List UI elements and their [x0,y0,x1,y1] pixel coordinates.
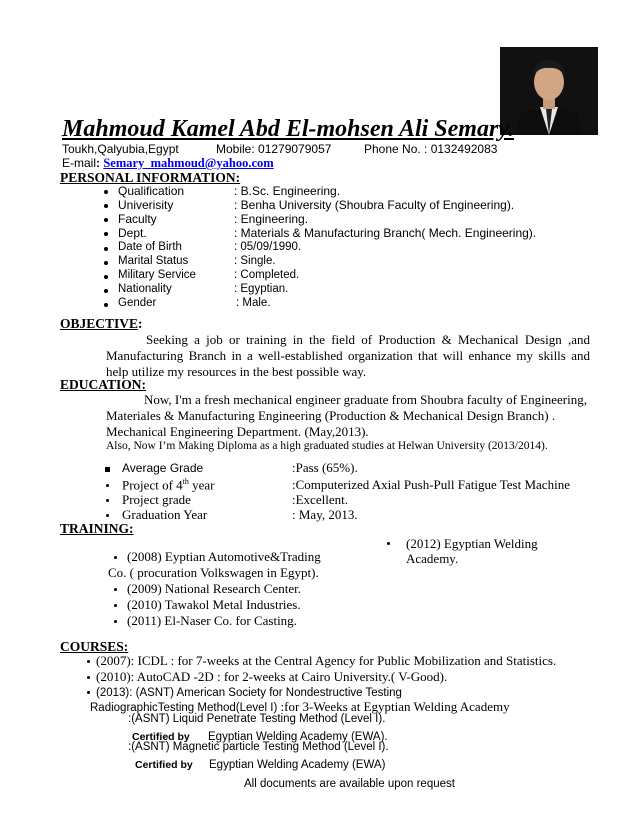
item-value: : B.Sc. Engineering. [234,184,341,198]
objective-text: Seeking a job or training in the field of Production & Mechanical Design ,and Manufacturing Branch in a well-established organization that will enhance my skills and help utilize my resources in the best possible way. [106,332,590,379]
education-line-4: Also, Now I’m Making Diploma as a high graduated studies at Helwan University (2013/2014). [106,440,548,452]
item-label [122,477,215,493]
list-item: (2011) El-Naser Co. for Casting. [127,613,297,628]
item-value: : May, 2013. [292,507,358,522]
bullet-icon [87,691,90,694]
bullet-icon [104,261,108,265]
bullet-icon [114,556,117,559]
item-value: :Excellent. [292,492,348,507]
bullet-icon [104,190,108,194]
item-value: : Completed. [234,269,300,281]
item-value: :Computerized Axial Push-Pull Fatigue Test Machine [292,477,570,492]
bullet-icon [114,588,117,591]
item-label: Faculty [118,212,157,226]
course-text: RadiographicTesting Method(Level I) [90,702,281,714]
address: Toukh,Qalyubia,Egypt [62,142,179,156]
item-value: : Materials & Manufacturing Branch( Mech. Engineering). [234,226,537,240]
item-label: Graduation Year [122,507,208,522]
certified-label: Certified by [132,731,190,743]
item-value: : Single. [234,255,276,267]
list-item: (2009) National Research Center. [127,581,301,596]
profile-photo [500,47,598,135]
bullet-icon [104,247,108,251]
certification-line [135,755,385,773]
email-line [62,156,274,171]
item-value: : 05/09/1990. [234,241,302,253]
item-label: Univerisity [118,198,174,212]
bullet-icon [104,218,108,222]
list-item-continuation: :(ASNT) Magnetic particle Testing Method (Level I). [128,741,389,753]
email-separator: : [96,156,104,170]
item-value: : Benha University (Shoubra Faculty of Engineering). [234,198,515,212]
bullet-icon [114,604,117,607]
candidate-name: Mahmoud Kamel Abd El-mohsen Ali Semary. [62,116,515,142]
item-value: : Male. [236,297,271,309]
item-value: : Egyptian. [234,283,289,295]
footer-note: All documents are available upon request [244,778,455,790]
bullet-icon [87,660,90,663]
bullet-icon [104,232,108,236]
list-item-continuation: Co. ( procuration Volkswagen in Egypt). [108,565,319,580]
item-label: Nationality [118,283,172,295]
square-bullet-icon [105,467,110,472]
item-value: : Engineering. [234,212,309,226]
email-label: E-mail [62,156,97,170]
bullet-icon [106,514,109,517]
certified-label: Certified by [135,759,193,771]
item-label: Date of Birth [118,241,182,253]
courses-heading: COURSES: [60,639,129,654]
objective-heading-text: OBJECTIVE [60,316,139,331]
item-label: Qualification [118,184,185,198]
bullet-icon [114,620,117,623]
list-item: (2008) Eyptian Automotive&Trading [127,549,321,564]
list-item: (2012) Egyptian Welding [406,536,538,551]
item-label: Average Grade [122,461,204,475]
list-item: (2010): AutoCAD -2D : for 2-weeks at Cairo University.( V-Good). [96,669,448,684]
person-portrait-icon [500,47,598,135]
item-value: :Pass (65%). [292,460,358,475]
superscript: th [182,477,189,486]
personal-info-heading: PERSONAL INFORMATION: [60,170,241,185]
bullet-icon [104,303,108,307]
phone-number: Phone No. : 0132492083 [364,142,498,156]
item-label: Marital Status [118,255,189,267]
item-label: Project grade [122,492,191,507]
bullet-icon [106,484,109,487]
list-item: (2010) Tawakol Metal Industries. [127,597,301,612]
course-text: (2013): (ASNT) American Society for Nondestructive Testing [96,687,402,699]
education-heading: EDUCATION: [60,377,147,392]
bullet-icon [104,289,108,293]
bullet-icon [87,676,90,679]
item-label: Gender [118,297,157,309]
certifier: Egyptian Welding Academy (EWA) [209,759,386,771]
training-heading: TRAINING: [60,521,134,536]
education-line-1: Now, I'm a fresh mechanical engineer graduate from Shoubra faculty of Engineering, [144,392,587,407]
list-item: (2007): ICDL : for 7-weeks at the Central Agency for Public Mobilization and Statistics. [96,653,557,668]
item-label: Military Service [118,269,196,281]
bullet-icon [104,204,108,208]
objective-colon: : [138,316,143,331]
bullet-icon [106,499,109,502]
item-label: Dept. [118,226,147,240]
mobile-number: Mobile: 01279079057 [216,142,332,156]
project-label-tail: year [188,477,215,493]
bullet-icon [104,275,108,279]
project-label: Project of 4 [122,477,183,493]
objective-heading [60,316,143,332]
bullet-icon [387,542,390,545]
list-item-continuation: :(ASNT) Liquid Penetrate Testing Method (Level I). [128,713,386,725]
education-line-2: Materiales & Manufacturing Engineering (Production & Mechanical Design Branch) . [106,408,556,423]
certifier: Egyptian Welding Academy (EWA). [208,731,388,743]
education-line-3: Mechanical Engineering Department. (May,2013). [106,424,369,439]
email-link[interactable]: Semary_mahmoud@yahoo.com [103,156,274,170]
list-item-continuation: Academy. [406,551,459,566]
course-text: :for 3-Weeks at Egyptian Welding Academy [280,699,510,714]
